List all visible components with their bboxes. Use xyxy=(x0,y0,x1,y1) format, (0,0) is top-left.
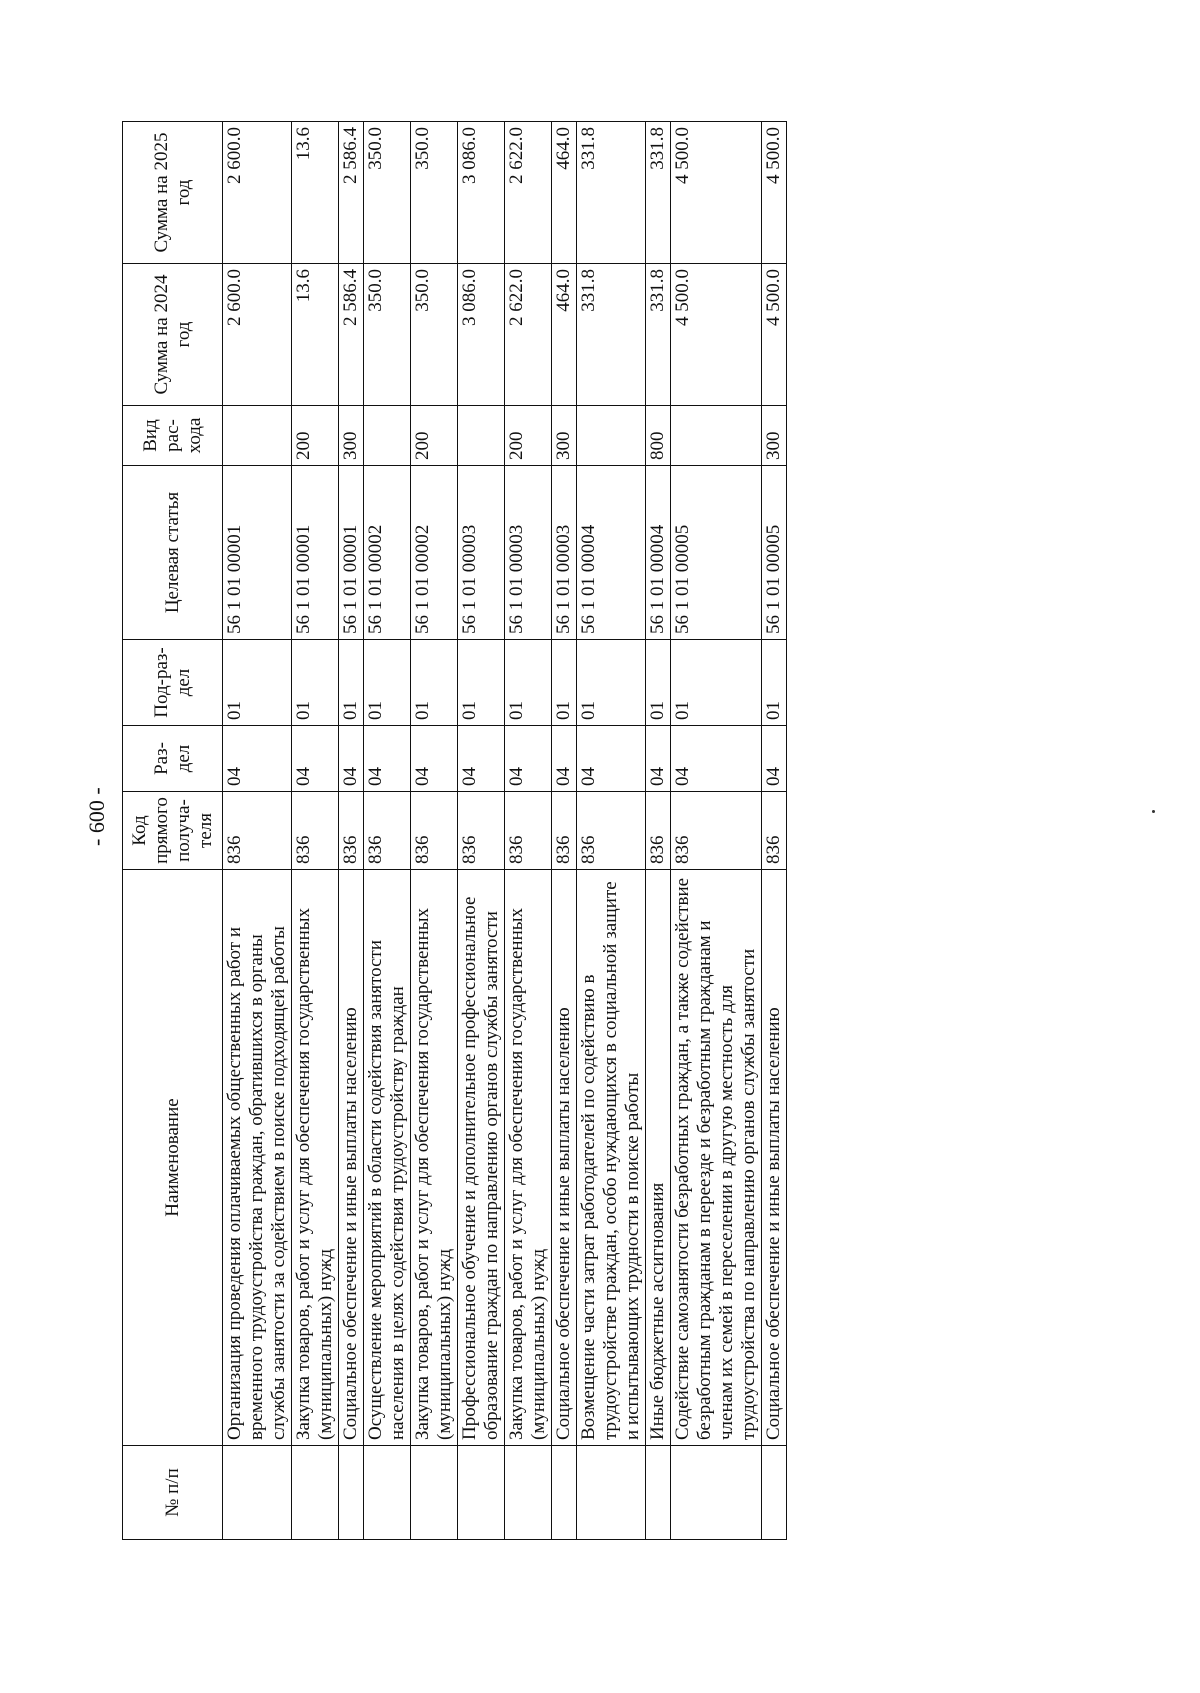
cell-sum-2025: 331.8 xyxy=(577,122,646,264)
cell-sum-2025: 464.0 xyxy=(552,122,577,264)
table-row xyxy=(762,122,787,1540)
cell-sum-2025: 2 600.0 xyxy=(223,122,292,264)
cell-recipient-code: 836 xyxy=(646,792,671,870)
header-subsection: Под-раз-дел xyxy=(123,640,223,726)
cell-target: 56 1 01 00001 xyxy=(223,466,292,640)
cell-section: 04 xyxy=(292,726,339,792)
cell-num xyxy=(552,1446,577,1540)
header-name: Наименование xyxy=(123,870,223,1446)
cell-section: 04 xyxy=(646,726,671,792)
cell-recipient-code: 836 xyxy=(292,792,339,870)
cell-subsection: 01 xyxy=(364,640,411,726)
cell-num xyxy=(339,1446,364,1540)
cell-sum-2024: 13.6 xyxy=(292,264,339,406)
cell-target: 56 1 01 00003 xyxy=(552,466,577,640)
header-num: № п/п xyxy=(123,1446,223,1540)
cell-recipient-code: 836 xyxy=(552,792,577,870)
cell-recipient-code: 836 xyxy=(364,792,411,870)
cell-sum-2024: 3 086.0 xyxy=(458,264,505,406)
cell-section: 04 xyxy=(505,726,552,792)
header-sum-2024: Сумма на 2024 год xyxy=(123,264,223,406)
cell-expense-type: 200 xyxy=(292,406,339,466)
cell-section: 04 xyxy=(671,726,762,792)
cell-sum-2025: 4 500.0 xyxy=(671,122,762,264)
budget-table-container xyxy=(122,122,1072,1540)
cell-target: 56 1 01 00003 xyxy=(458,466,505,640)
cell-section: 04 xyxy=(458,726,505,792)
cell-num xyxy=(762,1446,787,1540)
cell-sum-2024: 2 622.0 xyxy=(505,264,552,406)
cell-num xyxy=(292,1446,339,1540)
cell-name: Осуществление мероприятий в области содействия занятости населения в целях содействия трудоустройству граждан xyxy=(364,870,411,1446)
cell-target: 56 1 01 00004 xyxy=(646,466,671,640)
cell-subsection: 01 xyxy=(762,640,787,726)
cell-subsection: 01 xyxy=(577,640,646,726)
cell-sum-2025: 2 586.4 xyxy=(339,122,364,264)
cell-num xyxy=(223,1446,292,1540)
cell-name: Закупка товаров, работ и услуг для обеспечения государственных (муниципальных) нужд xyxy=(411,870,458,1446)
cell-expense-type xyxy=(458,406,505,466)
cell-sum-2024: 331.8 xyxy=(577,264,646,406)
table-row xyxy=(364,122,411,1540)
cell-sum-2024: 350.0 xyxy=(411,264,458,406)
cell-name: Социальное обеспечение и иные выплаты населению xyxy=(552,870,577,1446)
cell-sum-2024: 2 600.0 xyxy=(223,264,292,406)
cell-name: Закупка товаров, работ и услуг для обеспечения государственных (муниципальных) нужд xyxy=(505,870,552,1446)
header-target: Целевая статья xyxy=(123,466,223,640)
header-recipient-code: Код прямого получа-теля xyxy=(123,792,223,870)
cell-target: 56 1 01 00004 xyxy=(577,466,646,640)
table-row xyxy=(552,122,577,1540)
cell-num xyxy=(458,1446,505,1540)
cell-target: 56 1 01 00002 xyxy=(364,466,411,640)
scan-speck xyxy=(1152,810,1155,813)
cell-subsection: 01 xyxy=(646,640,671,726)
cell-sum-2025: 4 500.0 xyxy=(762,122,787,264)
cell-expense-type: 800 xyxy=(646,406,671,466)
cell-target: 56 1 01 00005 xyxy=(671,466,762,640)
cell-expense-type: 300 xyxy=(339,406,364,466)
budget-table xyxy=(122,121,787,1540)
cell-name: Социальное обеспечение и иные выплаты населению xyxy=(762,870,787,1446)
cell-sum-2025: 13.6 xyxy=(292,122,339,264)
cell-num xyxy=(646,1446,671,1540)
cell-name: Профессиональное обучение и дополнительное профессиональное образование граждан по направлению органов службы занятости xyxy=(458,870,505,1446)
cell-subsection: 01 xyxy=(552,640,577,726)
cell-subsection: 01 xyxy=(505,640,552,726)
cell-section: 04 xyxy=(223,726,292,792)
cell-expense-type: 200 xyxy=(411,406,458,466)
cell-sum-2025: 3 086.0 xyxy=(458,122,505,264)
cell-name: Организация проведения оплачиваемых общественных работ и временного трудоустройства граждан, обратившихся в органы службы занятости за содействием в поиске подходящей работы xyxy=(223,870,292,1446)
cell-target: 56 1 01 00001 xyxy=(339,466,364,640)
cell-subsection: 01 xyxy=(339,640,364,726)
cell-expense-type: 300 xyxy=(762,406,787,466)
cell-recipient-code: 836 xyxy=(458,792,505,870)
page-number: - 600 - xyxy=(84,787,109,846)
cell-sum-2025: 350.0 xyxy=(411,122,458,264)
cell-name: Содействие самозанятости безработных граждан, а также содействие безработным гражданам в переезде и безработным гражданам и членам их семей в переселении в другую местность для трудоустройства по направлению органов службы занятости xyxy=(671,870,762,1446)
cell-name: Возмещение части затрат работодателей по содействию в трудоустройстве граждан, особо нуждающихся в социальной защите и испытывающих трудности в поиске работы xyxy=(577,870,646,1446)
cell-sum-2024: 2 586.4 xyxy=(339,264,364,406)
table-row xyxy=(671,122,762,1540)
cell-num xyxy=(671,1446,762,1540)
cell-target: 56 1 01 00003 xyxy=(505,466,552,640)
cell-sum-2024: 350.0 xyxy=(364,264,411,406)
cell-subsection: 01 xyxy=(223,640,292,726)
table-body xyxy=(223,122,787,1540)
cell-section: 04 xyxy=(339,726,364,792)
header-section: Раз-дел xyxy=(123,726,223,792)
cell-num xyxy=(505,1446,552,1540)
cell-recipient-code: 836 xyxy=(671,792,762,870)
cell-sum-2024: 4 500.0 xyxy=(671,264,762,406)
table-row xyxy=(505,122,552,1540)
cell-recipient-code: 836 xyxy=(223,792,292,870)
cell-expense-type xyxy=(223,406,292,466)
cell-num xyxy=(364,1446,411,1540)
cell-recipient-code: 836 xyxy=(339,792,364,870)
cell-num xyxy=(411,1446,458,1540)
cell-section: 04 xyxy=(411,726,458,792)
cell-sum-2024: 331.8 xyxy=(646,264,671,406)
cell-sum-2024: 4 500.0 xyxy=(762,264,787,406)
cell-expense-type xyxy=(671,406,762,466)
cell-num xyxy=(577,1446,646,1540)
header-sum-2025: Сумма на 2025 год xyxy=(123,122,223,264)
cell-section: 04 xyxy=(552,726,577,792)
cell-section: 04 xyxy=(762,726,787,792)
cell-section: 04 xyxy=(577,726,646,792)
table-row xyxy=(577,122,646,1540)
cell-sum-2025: 2 622.0 xyxy=(505,122,552,264)
cell-recipient-code: 836 xyxy=(577,792,646,870)
cell-target: 56 1 01 00005 xyxy=(762,466,787,640)
table-header-row xyxy=(123,122,223,1540)
cell-expense-type: 200 xyxy=(505,406,552,466)
table-row xyxy=(339,122,364,1540)
cell-expense-type xyxy=(364,406,411,466)
table-row xyxy=(646,122,671,1540)
cell-recipient-code: 836 xyxy=(762,792,787,870)
table-row xyxy=(223,122,292,1540)
cell-target: 56 1 01 00002 xyxy=(411,466,458,640)
cell-recipient-code: 836 xyxy=(411,792,458,870)
cell-subsection: 01 xyxy=(458,640,505,726)
cell-section: 04 xyxy=(364,726,411,792)
cell-sum-2025: 350.0 xyxy=(364,122,411,264)
cell-name: Иные бюджетные ассигнования xyxy=(646,870,671,1446)
cell-subsection: 01 xyxy=(671,640,762,726)
cell-name: Социальное обеспечение и иные выплаты населению xyxy=(339,870,364,1446)
table-row xyxy=(292,122,339,1540)
cell-sum-2025: 331.8 xyxy=(646,122,671,264)
cell-target: 56 1 01 00001 xyxy=(292,466,339,640)
table-row xyxy=(458,122,505,1540)
cell-subsection: 01 xyxy=(292,640,339,726)
header-expense-type: Вид рас-хода xyxy=(123,406,223,466)
cell-name: Закупка товаров, работ и услуг для обеспечения государственных (муниципальных) нужд xyxy=(292,870,339,1446)
cell-expense-type xyxy=(577,406,646,466)
cell-recipient-code: 836 xyxy=(505,792,552,870)
cell-sum-2024: 464.0 xyxy=(552,264,577,406)
cell-subsection: 01 xyxy=(411,640,458,726)
table-row xyxy=(411,122,458,1540)
cell-expense-type: 300 xyxy=(552,406,577,466)
